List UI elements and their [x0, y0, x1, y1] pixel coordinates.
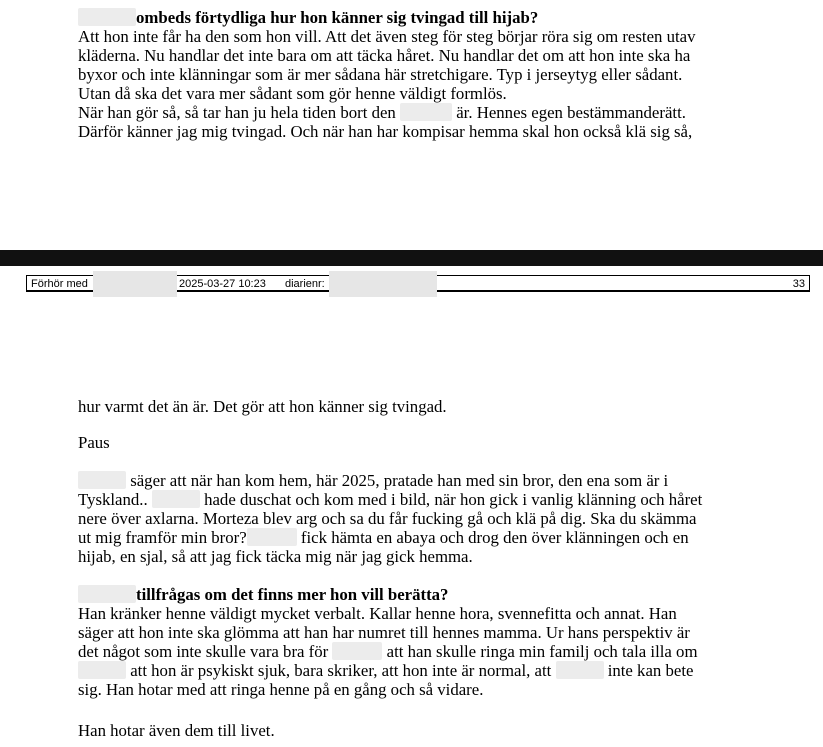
page-separator	[0, 250, 823, 266]
answer-line: kläderna. Nu handlar det inte bara om att täcka håret. Nu handlar det om att hon inte ska ha	[78, 46, 691, 65]
pause-note	[78, 433, 778, 452]
redacted-name	[78, 661, 126, 679]
answer-line: byxor och inte klänningar som är mer sådana här stretchigare. Typ i jerseytyg eller sådant.	[78, 65, 683, 84]
pause-label: Paus	[78, 433, 110, 452]
question-heading: tillfrågas om det finns mer hon vill berätta?	[78, 585, 778, 604]
redacted-name	[152, 490, 200, 508]
page-number: 33	[792, 278, 805, 290]
redacted-name	[247, 528, 297, 546]
page1-text-block	[78, 8, 778, 141]
answer-line: det något som inte skulle vara bra för att han skulle ringa min familj och tala illa om	[78, 642, 698, 661]
answer-line: Utan då ska det vara mer sådant som gör henne väldigt formlös.	[78, 84, 507, 103]
answer-line: Därför känner jag mig tvingad. Och när han har kompisar hemma skal hon också klä sig så,	[78, 122, 693, 141]
answer-line: sig. Han hotar med att ringa henne på en gång och så vidare.	[78, 680, 484, 699]
statement-paragraph	[78, 471, 778, 566]
continuation-line: hur varmt det än är. Det gör att hon känner sig tvingad.	[78, 397, 447, 416]
statement-line: nere över axlarna. Morteza blev arg och sa du får fucking gå och klä på dig. Ska du skämma	[78, 509, 697, 528]
header-datetime: 2025-03-27 10:23	[179, 278, 266, 290]
answer-line: att hon är psykiskt sjuk, bara skriker, att hon inte är normal, att inte kan bete	[78, 661, 778, 680]
statement-line: ut mig framför min bror? fick hämta en abaya och drog den över klänningen och en	[78, 528, 689, 547]
answer-line: Att hon inte får ha den som hon vill. Att det även steg för steg börjar röra sig om resten utav	[78, 27, 696, 46]
page-header	[26, 275, 810, 292]
redacted-name	[400, 103, 452, 121]
answer-line: När han gör så, så tar han ju hela tiden bort den är. Hennes egen bestämmanderätt.	[78, 103, 686, 122]
answer-line: säger att hon inte ska glömma att han har numret till hennes mamma. Ur hans perspektiv är	[78, 623, 690, 642]
final-line: Han hotar även dem till livet.	[78, 721, 275, 740]
redacted-name	[556, 661, 604, 679]
statement-line: hijab, en sjal, så att jag fick täcka mig när jag gick hemma.	[78, 547, 473, 566]
page2-continuation	[78, 397, 778, 416]
question-heading: ombeds förtydliga hur hon känner sig tvingad till hijab?	[78, 8, 778, 27]
redacted-name	[78, 585, 136, 603]
redacted-name	[78, 8, 136, 26]
question-answer-block	[78, 585, 778, 699]
answer-line: Han kränker henne väldigt mycket verbalt. Kallar henne hora, svennefitta och annat. Han	[78, 604, 677, 623]
header-diarienr-label: diarienr:	[285, 278, 325, 290]
statement-line: säger att när han kom hem, här 2025, pratade han med sin bror, den ena som är i	[78, 471, 778, 490]
header-label: Förhör med	[31, 278, 88, 290]
redacted-name	[332, 642, 382, 660]
redacted-name	[93, 271, 177, 297]
redacted-name	[78, 471, 126, 489]
statement-line: Tyskland.. hade duschat och kom med i bild, när hon gick i vanlig klänning och håret	[78, 490, 703, 509]
redacted-diarienr	[329, 271, 437, 297]
final-statement	[78, 721, 778, 740]
